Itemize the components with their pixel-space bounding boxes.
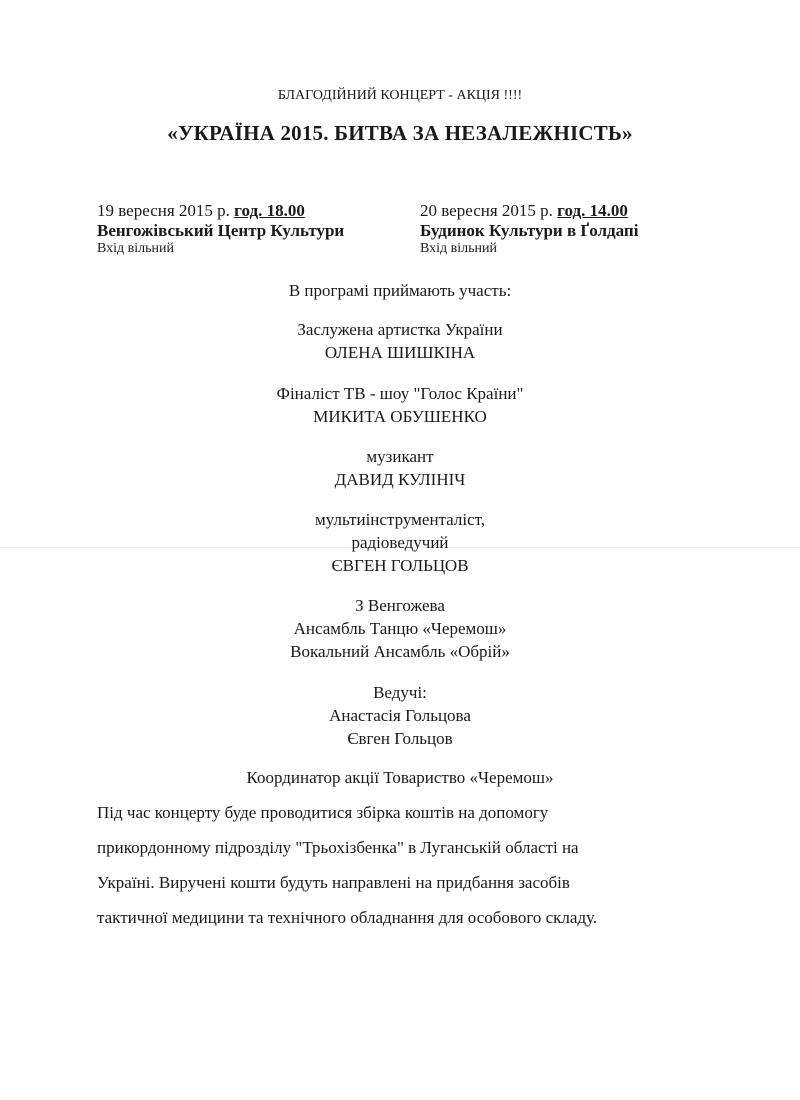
event-1-entry: Вхід вільний	[97, 241, 175, 256]
hosts-label: Ведучі:	[373, 683, 427, 702]
event-1-venue: Венгожівський Центр Культури	[97, 221, 345, 240]
participant-3-title: музикант	[366, 447, 434, 466]
participant-1-title: Заслужена артистка України	[297, 320, 503, 339]
event-2-datetime	[420, 201, 638, 221]
ensembles-origin: З Венгожева	[355, 596, 445, 615]
participant-2-name: МИКИТА ОБУШЕНКО	[313, 407, 487, 426]
event-2-entry: Вхід вільний	[420, 241, 498, 256]
event-1-date: 19 вересня 2015 р.	[97, 201, 230, 220]
paragraph-line: Україні. Виручені кошти будуть направлені на придбання засобів	[97, 873, 570, 892]
participant-3-name: ДАВИД КУЛІНІЧ	[334, 470, 466, 489]
concert-title: «УКРАЇНА 2015. БИТВА ЗА НЕЗАЛЕЖНІСТЬ»	[167, 121, 633, 145]
event-2-time: год. 14.00	[557, 201, 628, 220]
participant-4-name: ЄВГЕН ГОЛЬЦОВ	[331, 556, 469, 575]
event-2	[420, 201, 638, 257]
program-intro: В програмі приймають участь:	[288, 281, 512, 300]
host-2: Євген Гольцов	[347, 729, 453, 748]
fundraising-paragraph	[97, 795, 737, 935]
paragraph-line: Під час концерту буде проводитися збірка коштів на допомогу	[97, 803, 549, 822]
host-1: Анастасія Гольцова	[329, 706, 471, 725]
event-2-date: 20 вересня 2015 р.	[420, 201, 553, 220]
event-1-time: год. 18.00	[234, 201, 305, 220]
concert-header: БЛАГОДІЙНИЙ КОНЦЕРТ - АКЦІЯ !!!!	[277, 88, 523, 103]
paragraph-line: прикордонному підрозділу "Трьохізбенка" в Луганській області на	[97, 838, 579, 857]
participant-4-role-1: мультиінструменталіст,	[314, 510, 486, 529]
event-2-venue: Будинок Культури в Ґолдапі	[420, 221, 639, 240]
coordinator: Координатор акції Товариство «Черемош»	[246, 768, 554, 787]
event-1	[97, 201, 344, 257]
ensemble-vocal: Вокальний Ансамбль «Обрій»	[290, 642, 510, 661]
event-1-datetime	[97, 201, 344, 221]
participant-4-role-2: радіоведучий	[351, 533, 449, 552]
participant-2-title: Фіналіст ТВ - шоу "Голос Країни"	[276, 384, 524, 403]
paragraph-line: тактичної медицини та технічного обладнання для особового складу.	[97, 908, 598, 927]
ensemble-dance: Ансамбль Танцю «Черемош»	[293, 619, 507, 638]
participant-1-name: ОЛЕНА ШИШКІНА	[324, 343, 476, 362]
